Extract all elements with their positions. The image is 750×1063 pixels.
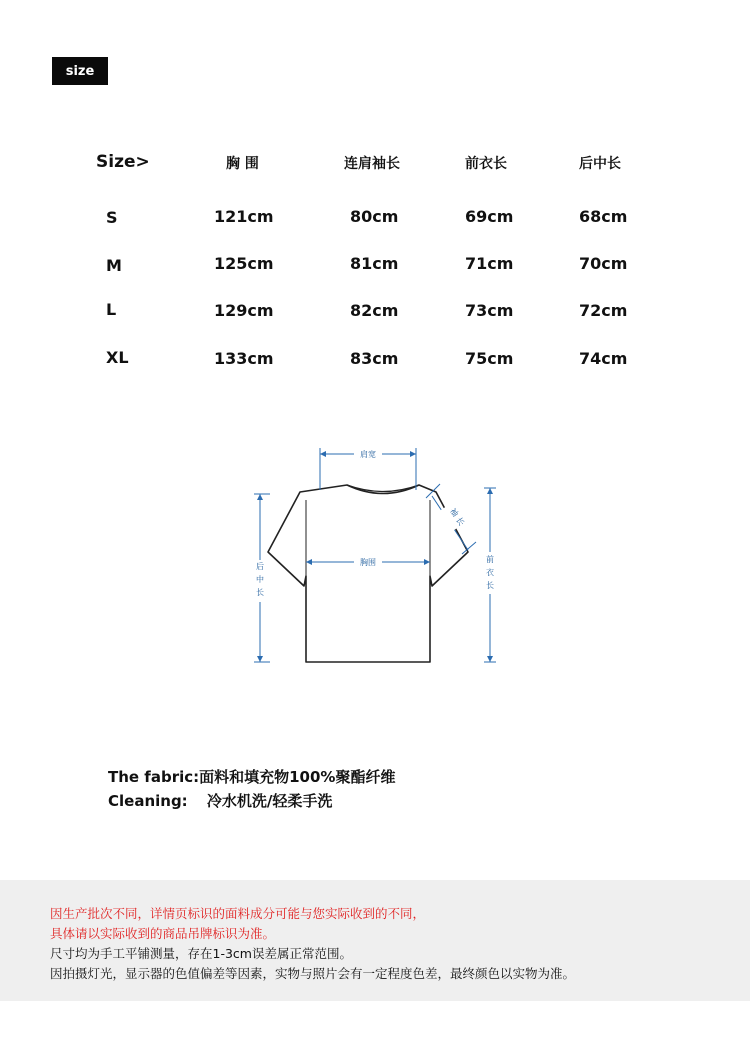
notice-red-line-2: 具体请以实际收到的商品吊牌标识为准。 <box>50 926 276 941</box>
notice-line-1: 尺寸均为手工平铺测量，存在1-3cm误差属正常范围。 <box>50 946 352 961</box>
table-cell: 80cm <box>350 207 399 226</box>
size-label-m: M <box>106 256 122 275</box>
notice-red-line-1: 因生产批次不同，详情页标识的面料成分可能与您实际收到的不同， <box>50 906 426 921</box>
sleeve-label-1: 袖 <box>448 506 461 519</box>
table-cell: 71cm <box>465 254 514 273</box>
tshirt-outline <box>268 485 468 662</box>
table-cell: 125cm <box>214 254 274 273</box>
table-cell: 68cm <box>579 207 628 226</box>
size-label-l: L <box>106 300 117 319</box>
fabric-info: The fabric:面料和填充物100%聚酯纤维 <box>108 768 396 786</box>
shoulder-label: 肩宽 <box>360 450 376 459</box>
tshirt-collar <box>347 485 419 492</box>
header-size: Size> <box>96 152 150 172</box>
cleaning-info <box>108 790 332 811</box>
table-cell: 129cm <box>214 301 274 320</box>
table-cell: 121cm <box>214 207 274 226</box>
sleeve-label-2: 长 <box>454 515 467 528</box>
front-length-label-2: 衣 <box>486 568 494 577</box>
table-cell: 74cm <box>579 349 628 368</box>
header-sleeve-length: 连肩袖长 <box>344 156 400 172</box>
size-label-xl: XL <box>106 348 129 367</box>
table-cell: 82cm <box>350 301 399 320</box>
size-label-s: S <box>106 208 118 227</box>
back-length-label-1: 后 <box>256 562 264 571</box>
table-cell: 81cm <box>350 254 399 273</box>
notice-box <box>0 880 750 1001</box>
table-cell: 72cm <box>579 301 628 320</box>
back-length-label-2: 中 <box>256 575 264 584</box>
table-cell: 133cm <box>214 349 274 368</box>
header-chest: 胸 围 <box>226 156 259 172</box>
table-cell: 75cm <box>465 349 514 368</box>
tshirt-measurement-diagram <box>240 440 510 680</box>
front-length-label-3: 长 <box>486 581 494 590</box>
table-cell: 83cm <box>350 349 399 368</box>
table-cell: 69cm <box>465 207 514 226</box>
back-length-label-3: 长 <box>256 588 264 597</box>
table-cell: 73cm <box>465 301 514 320</box>
chest-label: 胸围 <box>360 558 376 567</box>
header-front-length: 前衣长 <box>465 156 507 172</box>
size-tag: size <box>52 57 108 85</box>
cleaning-value: 冷水机洗/轻柔手洗 <box>206 792 333 810</box>
notice-line-2: 因拍摄灯光，显示器的色值偏差等因素，实物与照片会有一定程度色差，最终颜色以实物为准。 <box>50 966 576 981</box>
header-back-length: 后中长 <box>579 156 621 172</box>
cleaning-label: Cleaning: <box>108 792 188 810</box>
front-length-label-1: 前 <box>486 555 494 564</box>
table-cell: 70cm <box>579 254 628 273</box>
